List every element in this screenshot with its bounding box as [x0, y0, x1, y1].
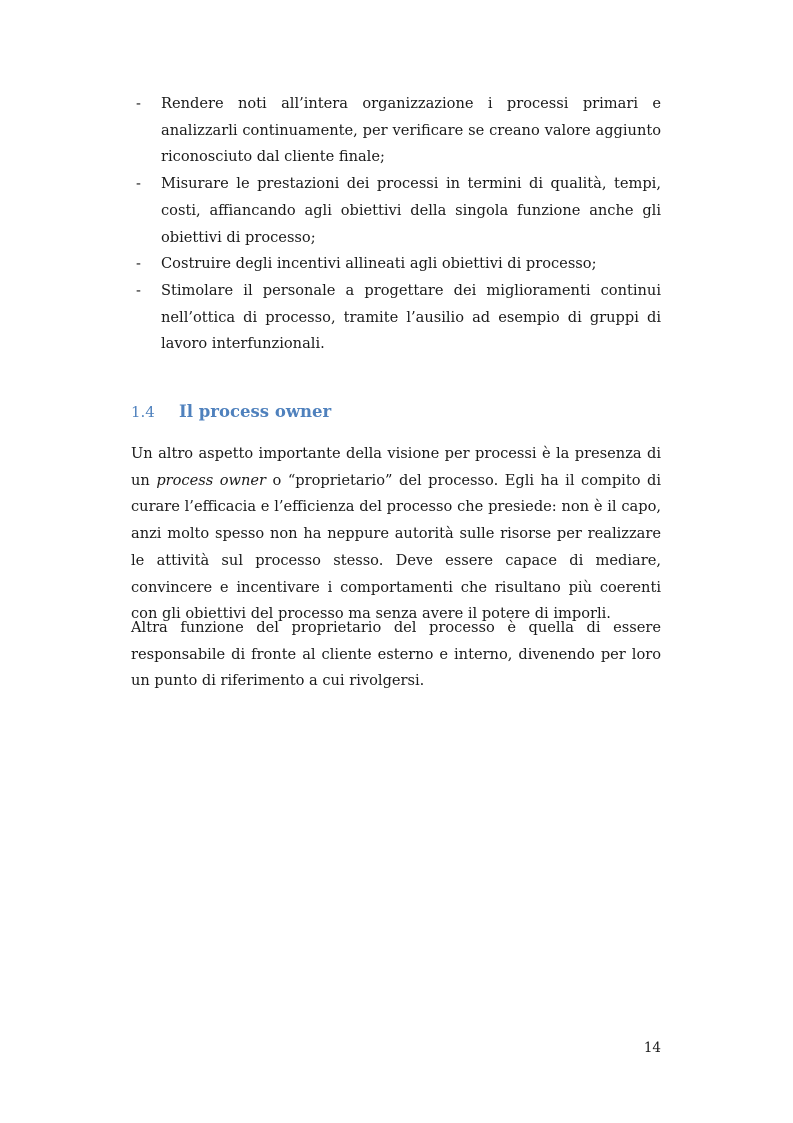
- section-title: Il process owner: [179, 402, 332, 421]
- bullet-item: [131, 278, 661, 358]
- bullet-text: Rendere noti all’intera organizzazione i processi primari e analizzarli continuamente, per verificare se creano valore aggiunto riconosciuto dal cliente finale;: [161, 95, 661, 166]
- bullet-text: Misurare le prestazioni dei processi in termini di qualità, tempi, costi, affiancando agli obiettivi della singola funzione anche gli obiettivi di processo;: [161, 175, 661, 246]
- paragraph-owner-function: Altra funzione del proprietario del processo è quella di essere responsabile di fronte al cliente esterno e interno, divenendo per loro un punto di riferimento a cui rivolgersi.: [131, 619, 661, 690]
- section-heading: [131, 402, 331, 421]
- bullet-item: [131, 91, 661, 171]
- bullet-text: Costruire degli incentivi allineati agli obiettivi di processo;: [161, 255, 597, 273]
- paragraph-text: Un altro aspetto importante della visione per processi è la presenza di un: [131, 445, 661, 489]
- bullet-dash: -: [136, 281, 141, 299]
- bullet-list: [131, 91, 661, 358]
- section-number: 1.4: [131, 403, 155, 421]
- bullet-dash: -: [136, 255, 141, 273]
- page-number: 14: [643, 1040, 661, 1056]
- paragraph-text: o “proprietario” del processo. Egli ha il compito di curare l’efficacia e l’efficienza del processo che presiede: non è il capo, anzi molto spesso non ha neppure autorità sulle risorse per realizzare le attività sul processo stesso. Deve essere capace di mediare, convincere e incentivare i comportamenti che risultano più coerenti con gli obiettivi del processo ma senza avere il potere di imporli.: [131, 471, 661, 623]
- bullet-item: [131, 251, 661, 278]
- bullet-dash: -: [136, 95, 141, 112]
- bullet-text: Stimolare il personale a progettare dei miglioramenti continui nell’ottica di processo, tramite l’ausilio ad esempio di gruppi di lavoro interfunzionali.: [161, 281, 661, 353]
- paragraph-process-owner: [131, 441, 661, 628]
- paragraph-italic-term: process owner: [156, 471, 267, 489]
- bullet-item: [131, 171, 661, 251]
- bullet-dash: -: [136, 175, 141, 193]
